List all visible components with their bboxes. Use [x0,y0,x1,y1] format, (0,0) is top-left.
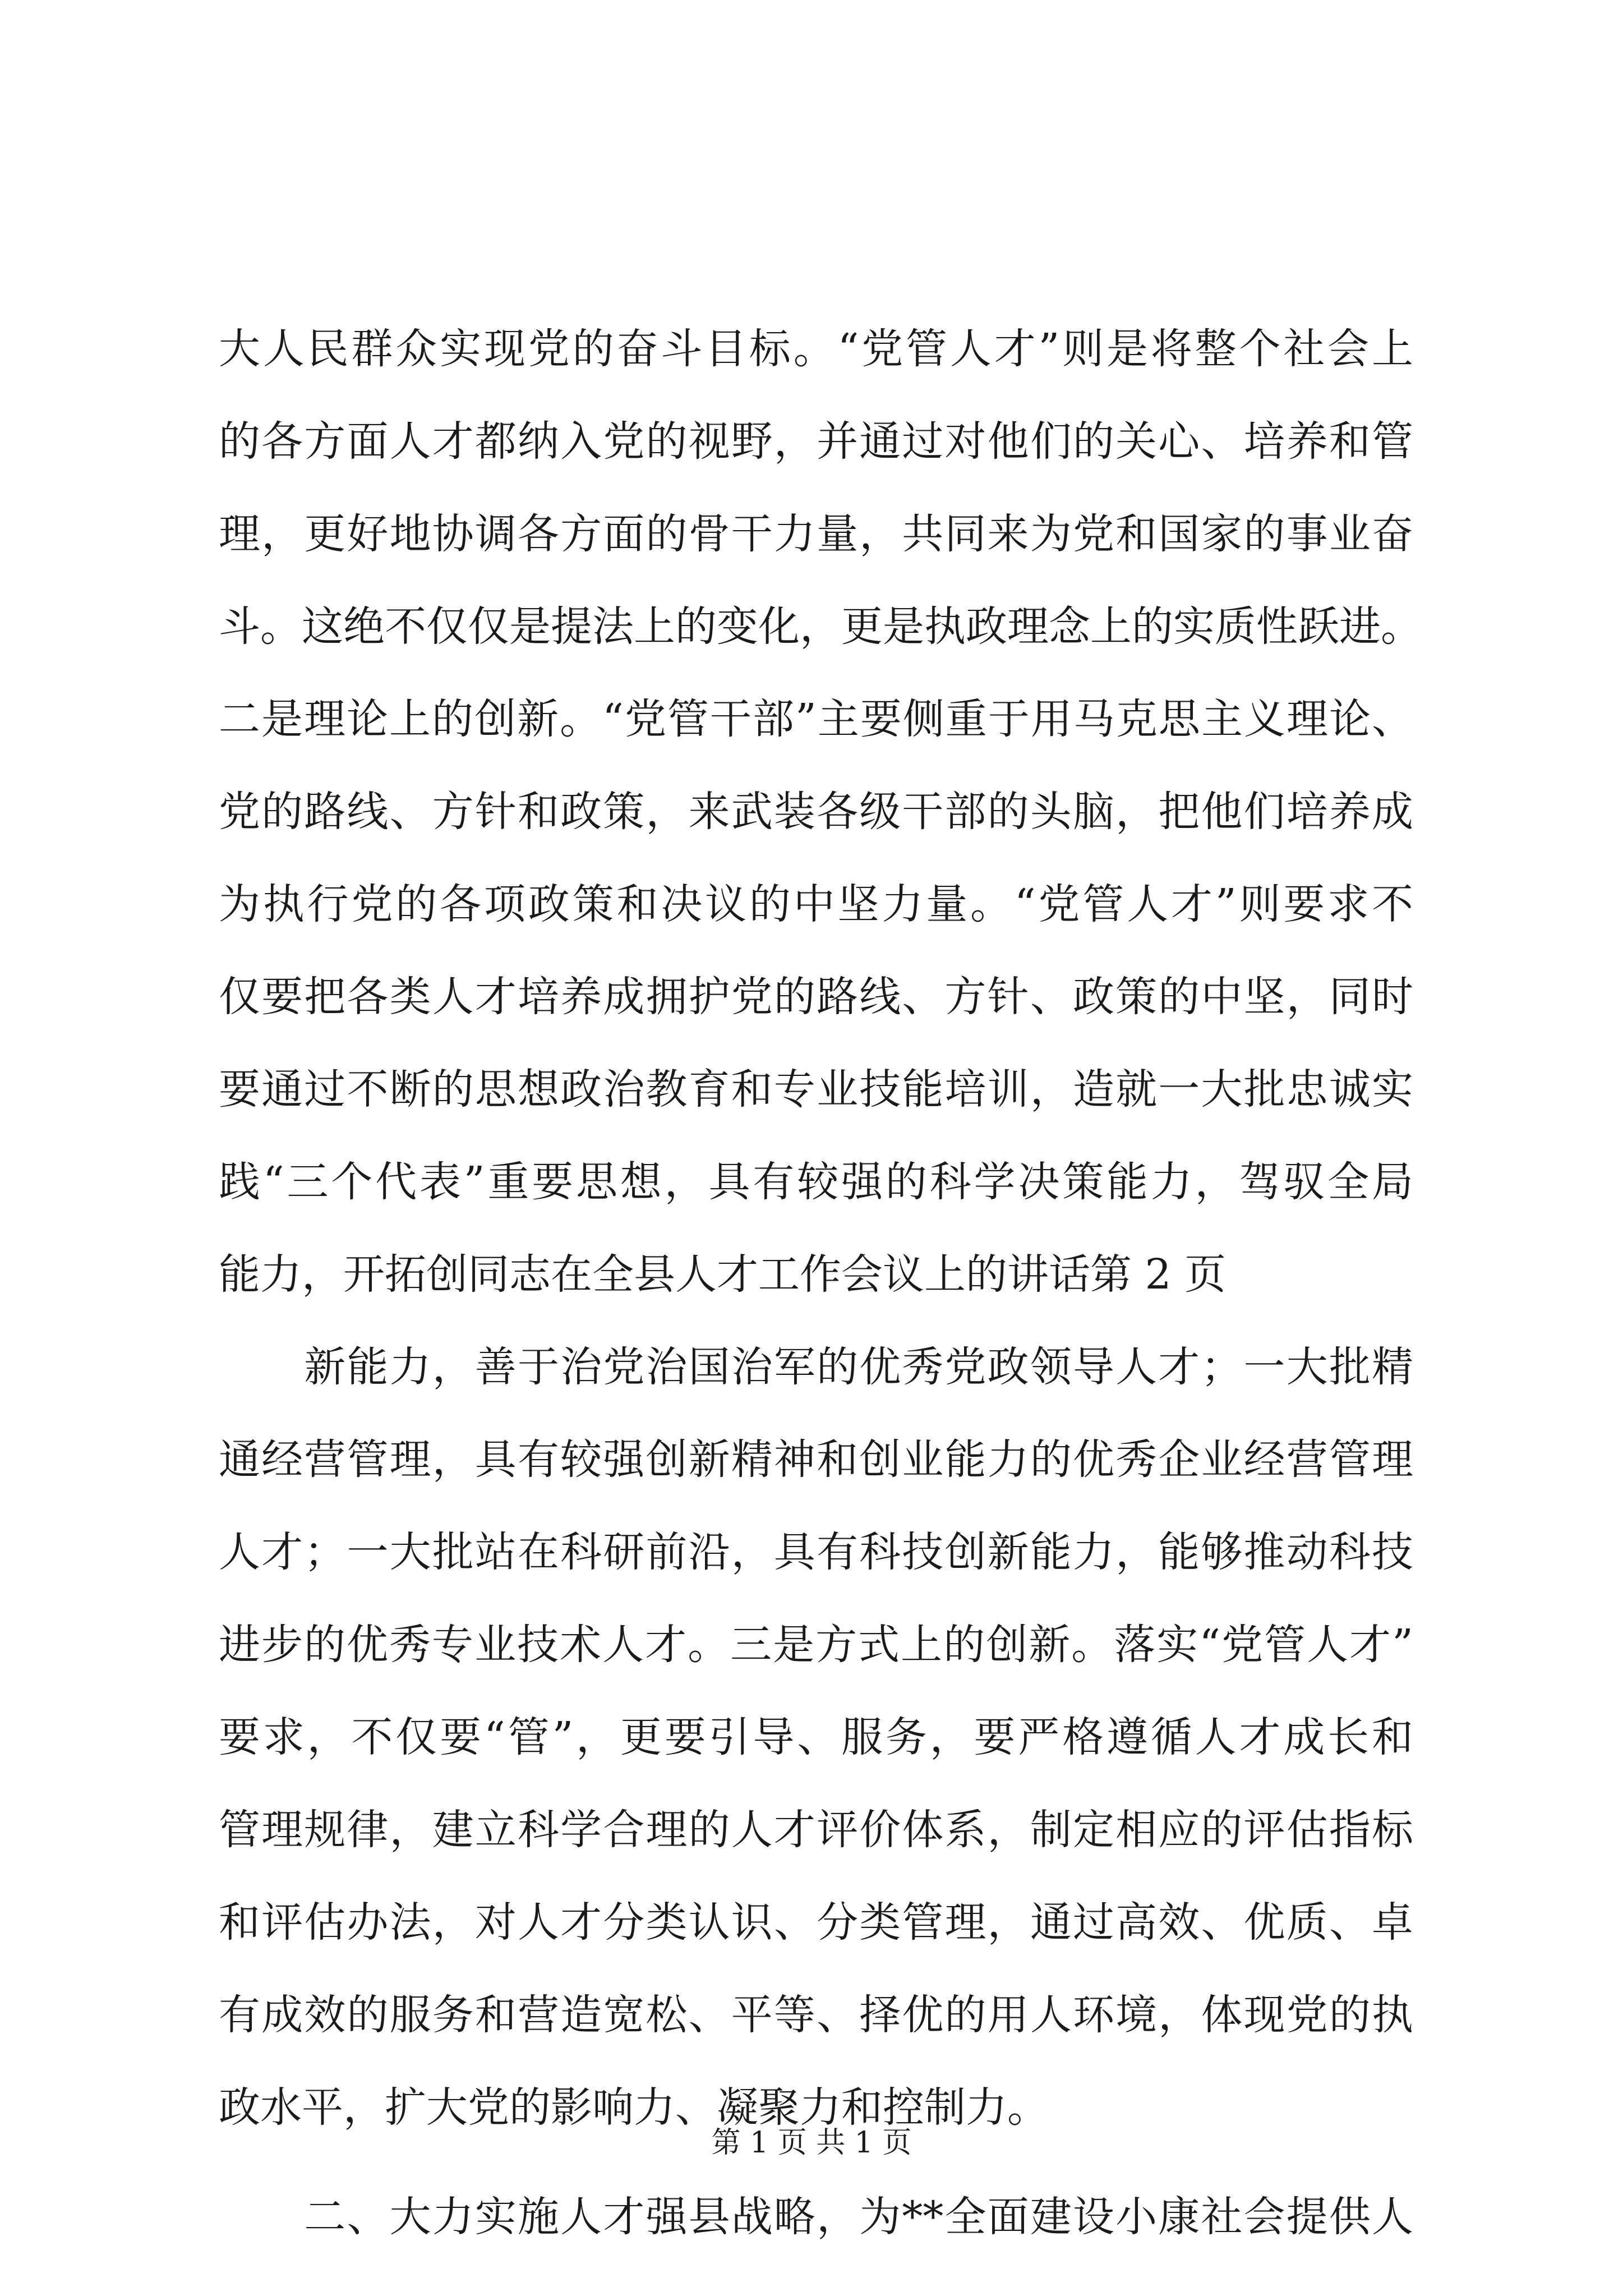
paragraph-1 [219,303,1422,1321]
text-line: 政水平，扩大党的影响力、凝聚力和控制力。 [219,2083,1049,2132]
text-line: 大人民群众实现党的奋斗目标。“党管人才”则是将整个社会上 [219,325,1413,373]
paragraph-3 [219,2171,1413,2263]
page-number-label: 第 1 页 共 1 页 [711,2126,912,2160]
text-line: 的各方面人才都纳入党的视野，并通过对他们的关心、培养和管 [219,417,1413,466]
text-line: 通经营管理，具有较强创新精神和创业能力的优秀企业经营管理 [219,1435,1413,1484]
text-line: 党的路线、方针和政策，来武装各级干部的头脑，把他们培养成 [219,788,1413,836]
paragraph-2 [219,1321,1413,2154]
text-line: 管理规律，建立科学合理的人才评价体系，制定相应的评估指标 [219,1806,1413,1854]
page-footer [0,2123,1623,2162]
text-line: 要求，不仅要“管”，更要引导、服务，要严格遵循人才成长和 [219,1713,1413,1761]
text-line: 二、大力实施人才强县战略，为**全面建设小康社会提供人 [219,2193,1413,2241]
text-line: 要通过不断的思想政治教育和专业技能培训，造就一大批忠诚实 [219,1065,1413,1114]
text-line: 理，更好地协调各方面的骨干力量，共同来为党和国家的事业奋 [219,510,1413,558]
document-body [219,303,1422,2263]
text-line: 仅要把各类人才培养成拥护党的路线、方针、政策的中坚，同时 [219,973,1413,1021]
text-line: 进步的优秀专业技术人才。三是方式上的创新。落实“党管人才” [219,1621,1413,1669]
text-line: 践“三个代表”重要思想，具有较强的科学决策能力，驾驭全局 [219,1158,1413,1206]
text-line: 新能力，善于治党治国治军的优秀党政领导人才；一大批精 [219,1343,1413,1391]
text-line: 为执行党的各项政策和决议的中坚力量。“党管人才”则要求不 [219,880,1413,928]
text-line: 有成效的服务和营造宽松、平等、择优的用人环境，体现党的执 [219,1991,1413,2039]
text-line: 和评估办法，对人才分类认识、分类管理，通过高效、优质、卓 [219,1898,1413,1947]
text-line: 人才；一大批站在科研前沿，具有科技创新能力，能够推动科技 [219,1528,1413,1576]
text-line: 斗。这绝不仅仅是提法上的变化，更是执政理念上的实质性跃进。 [219,602,1422,651]
text-line: 二是理论上的创新。“党管干部”主要侧重于用马克思主义理论、 [219,695,1413,743]
text-line: 能力，开拓创同志在全县人才工作会议上的讲话第 2 页 [219,1250,1227,1299]
